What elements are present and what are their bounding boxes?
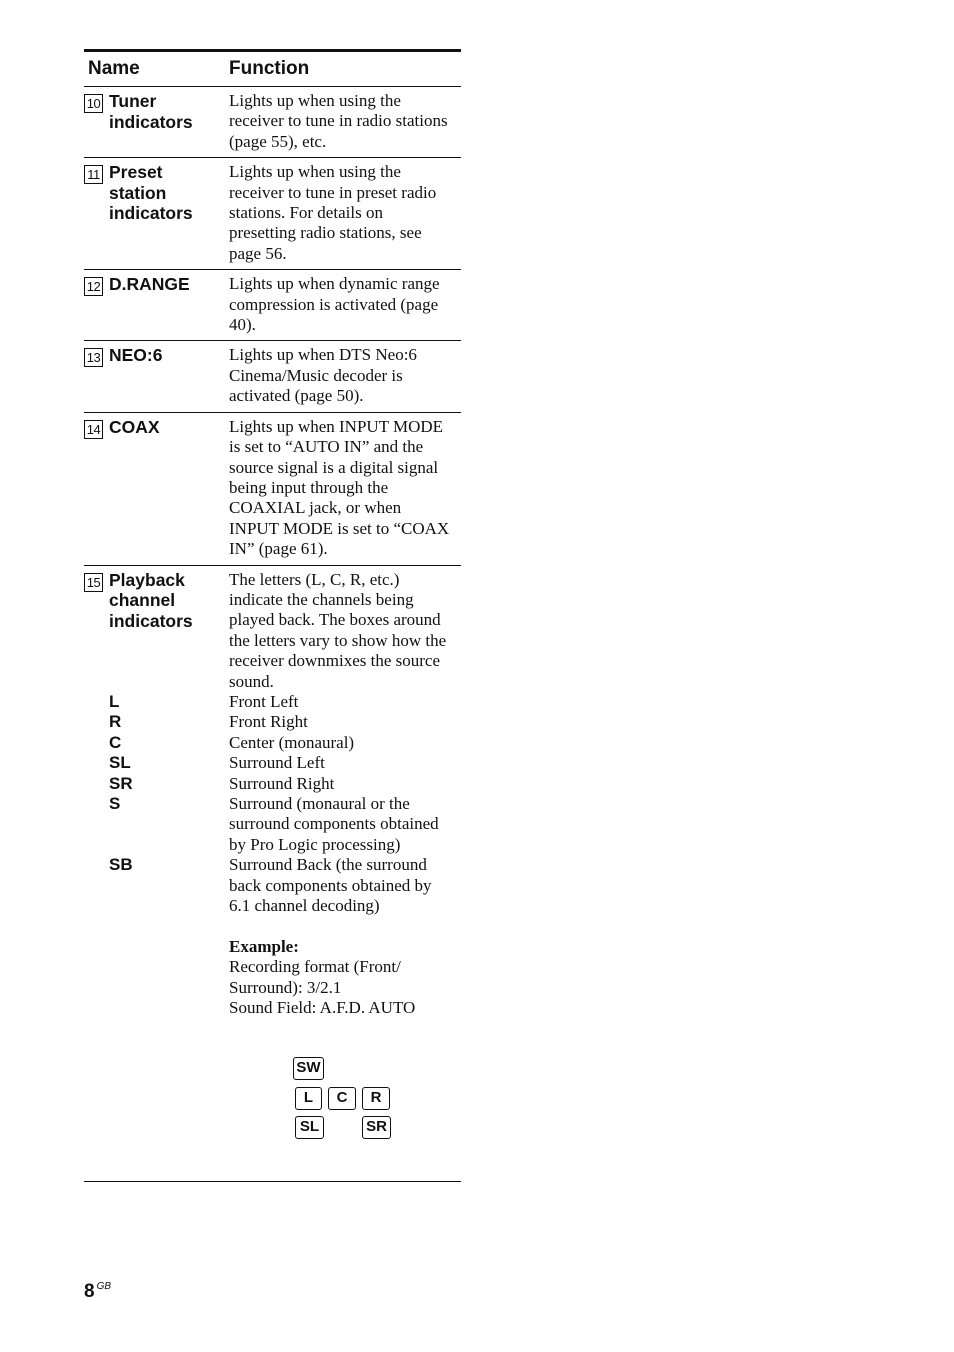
example-label: Example: xyxy=(229,936,299,956)
channel-indicator-diagram xyxy=(84,1057,461,1169)
item-name: Preset station indicators xyxy=(109,162,193,224)
item-function: Lights up when using the receiver to tune in radio stations (page 55), etc. xyxy=(229,91,448,151)
channel-code: SB xyxy=(109,855,133,875)
indicator-c: C xyxy=(328,1087,356,1110)
channel-code: S xyxy=(109,794,121,813)
channel-item xyxy=(84,753,461,773)
item-number: 15 xyxy=(84,573,103,592)
item-number: 12 xyxy=(84,277,103,296)
item-name: NEO:6 xyxy=(109,345,163,366)
item-number: 13 xyxy=(84,348,103,367)
item-name: Tuner indicators xyxy=(109,91,193,132)
page-suffix: GB xyxy=(96,1281,112,1292)
indicator-sw: SW xyxy=(293,1057,324,1080)
item-name: Playback channel indicators xyxy=(109,569,193,631)
channel-desc: Surround Left xyxy=(229,753,325,773)
item-function: Lights up when using the receiver to tune in preset radio stations. For details on presetting radio stations, see page 56. xyxy=(229,162,437,263)
channel-item xyxy=(84,733,461,753)
channel-desc: Surround Right xyxy=(229,773,335,793)
table-row xyxy=(84,341,461,412)
channel-desc: Front Left xyxy=(229,691,299,711)
item-function: Lights up when dynamic range compression is activated (page 40). xyxy=(229,274,440,335)
channel-list xyxy=(84,692,461,1039)
channel-item xyxy=(84,692,461,712)
table-row-playback xyxy=(84,566,461,1182)
channel-desc: Surround Back (the surround back components obtained by 6.1 channel decoding) xyxy=(229,855,432,916)
page-footer xyxy=(84,1281,111,1303)
channel-desc: Front Right xyxy=(229,712,308,732)
channel-desc: Center (monaural) xyxy=(229,732,355,752)
indicator-sr: SR xyxy=(362,1116,391,1139)
table-row xyxy=(84,413,461,566)
channel-item xyxy=(84,794,461,855)
indicator-r: R xyxy=(362,1087,390,1110)
channel-code: SR xyxy=(109,773,133,793)
indicator-table xyxy=(84,49,461,1182)
table-row xyxy=(84,158,461,270)
item-function: Lights up when DTS Neo:6 Cinema/Music decoder is activated (page 50). xyxy=(229,345,417,406)
channel-code: C xyxy=(109,732,122,752)
header-function: Function xyxy=(229,58,310,79)
channel-code: L xyxy=(109,691,120,711)
page-number: 8 xyxy=(84,1281,95,1302)
header-name: Name xyxy=(88,58,140,79)
table-row xyxy=(84,87,461,158)
indicator-sl: SL xyxy=(295,1116,324,1139)
channel-desc: Surround (monaural or the surround components obtained by Pro Logic processing) xyxy=(229,794,439,854)
item-name: D.RANGE xyxy=(109,274,190,295)
channel-item xyxy=(84,774,461,794)
channel-code: R xyxy=(109,712,122,732)
item-name: COAX xyxy=(109,416,160,437)
item-number: 14 xyxy=(84,420,103,439)
channel-code: SL xyxy=(109,753,131,773)
channel-item xyxy=(84,712,461,732)
channel-item xyxy=(84,855,461,916)
item-function: The letters (L, C, R, etc.) indicate the channels being played back. The boxes around the letters vary to show how the receiver downmixes the source sound. xyxy=(229,569,447,691)
table-header xyxy=(84,52,461,87)
indicator-l: L xyxy=(295,1087,322,1110)
item-number: 11 xyxy=(84,165,103,184)
item-number: 10 xyxy=(84,94,103,113)
item-function: Lights up when INPUT MODE is set to “AUTO IN” and the source signal is a digital signal being input through the COAXIAL jack, or when INPUT MODE is set to “COAX IN” (page 61). xyxy=(229,416,450,559)
example-text: Recording format (Front/ Surround): 3/2.1 Sound Field: A.F.D. AUTO xyxy=(229,957,416,1018)
example-block xyxy=(84,916,461,1038)
table-row xyxy=(84,270,461,341)
